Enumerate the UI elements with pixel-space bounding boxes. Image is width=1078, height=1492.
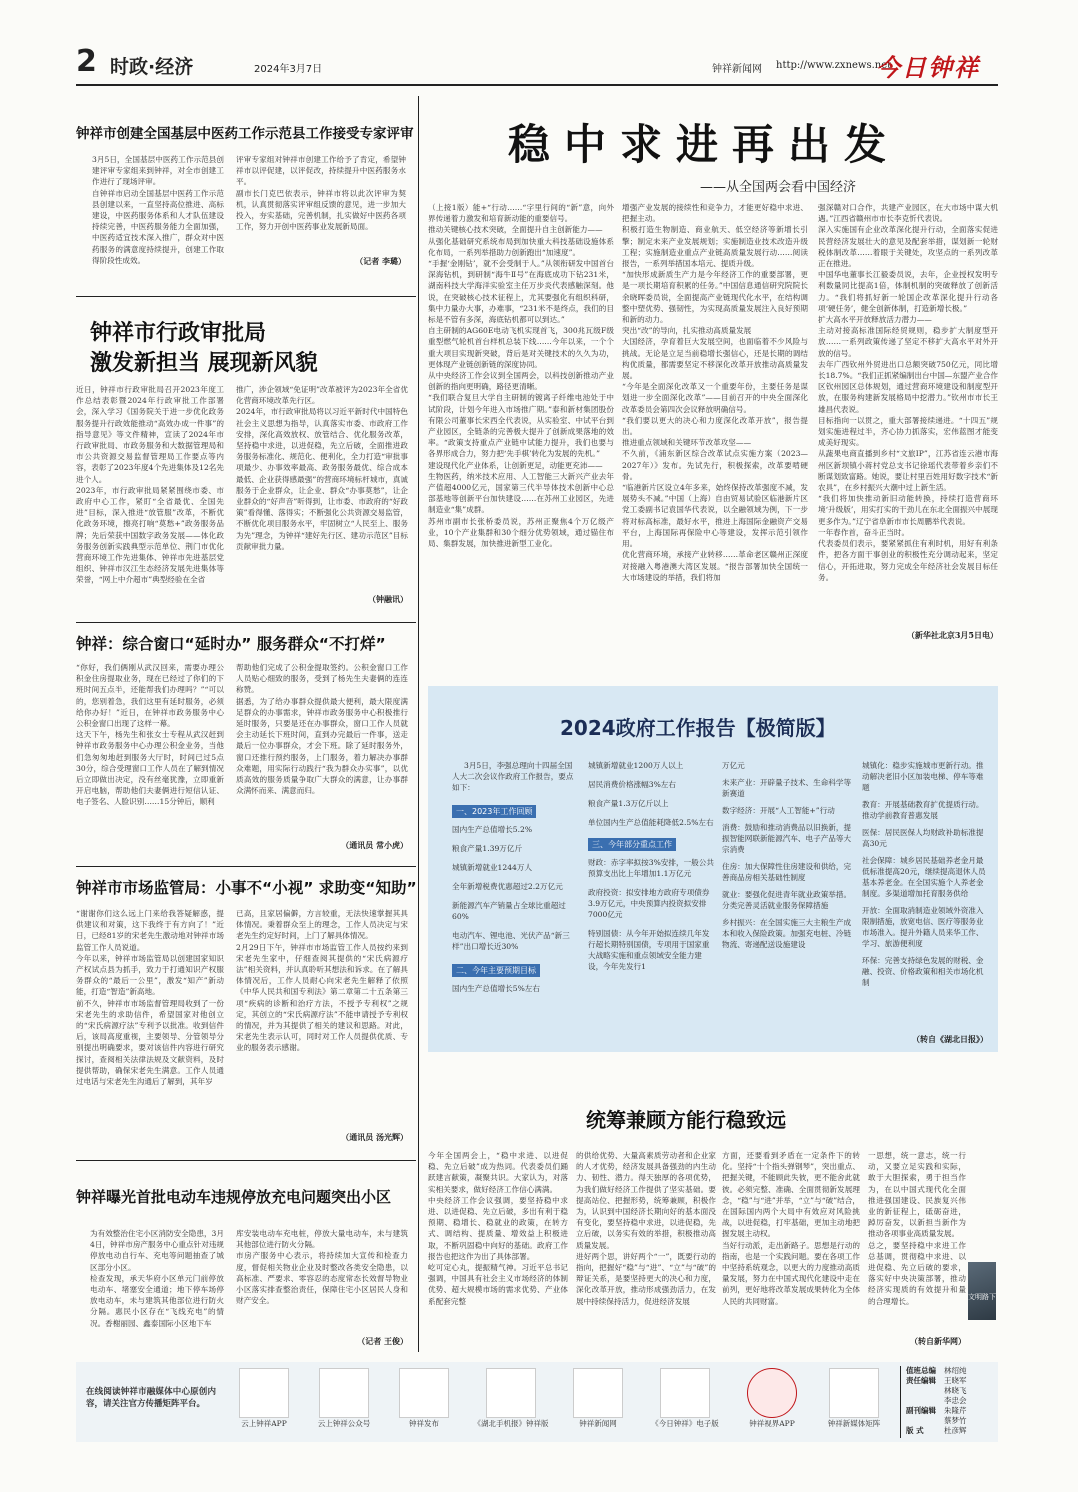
qr-item[interactable] (226, 1368, 302, 1438)
gov-col2 (588, 760, 714, 1050)
gov-item: 环保：完善支持绿色发展的财税、金融、投资、价格政策和相关市场化机制 (862, 956, 984, 987)
window-byline: （通讯员 常小虎） (341, 840, 408, 850)
market-body-col2: 已高，且家居偏僻，方言较重，无法快速掌握其具体情况。秉着群众至上的理念，工作人员决定与宋老先生约定好时间，上门了解具体情况。 2月29日下午，钟祥市市场监管工作人员按约来到宋老先生家中，仔细查阅其提供的“宋氏病源疗法”相关资料，并认真聆听其想法和诉求。在了解具体情况后，工作人员耐心向宋老先生解释了依照《中华人民共和国专利法》第二章第二十五条第三项“疾病的诊断和治疗方法，不授予专利权”之规定，其创立的“宋氏病源疗法”不能申请授予专利权的情况，并为其提供了相关的建议和思路。对此，宋老先生表示认可，同时对工作人员提供优质、专业的服务表示感谢。 (236, 909, 408, 1053)
headline-admin-line1: 钟祥市行政审批局 (90, 321, 267, 346)
tcm-body-col1: 3月5日，全国基层中医药工作示范县创建评审专家组来到钟祥，对全市创建工作进行了现场评审。 自钟祥市启动全国基层中医药工作示范县创建以来，一直坚持高位推进、高标建设，中医药服务体系和人才队伍建设持续完善，中医药服务能力全面加强，中医药适宜技术深入推广，群众对中医药服务的满意度持续提升，创建工作取得阶段性成效。 (92, 155, 224, 265)
gov-item: 未来产业：开辟量子技术、生命科学等新赛道 (722, 778, 852, 798)
header-rule (76, 84, 998, 86)
masthead-logo: 今日钟祥 (876, 53, 980, 82)
gov-col3 (722, 760, 852, 1050)
staff-name: 杜彦辉 (944, 1426, 967, 1435)
staff-name: 王晓军 林晓飞 李忠会 (944, 1376, 967, 1405)
gov-item: 新能源汽车产销量占全球比重超过60% (452, 901, 566, 921)
gov-item: 政府投资：拟安排地方政府专项债券3.9万亿元，中央预算内投资拟安排7000亿元 (588, 888, 710, 919)
qr-item[interactable] (734, 1368, 810, 1438)
window-body-col1: “你好，我们俩刚从武汉回来，需要办理公积金住房提取业务，现在已经过了你们的下班时间五点半，还能帮我们办理吗？”“可以的，您别着急，我们这里有延时服务，必须给你办好！”近日，在钟祥市政务服务中心公积金窗口出现了这样一幕。 这天下午，杨先生和张女士专程从武汉赶到钟祥市政务服务中心办理公积金业务，当他们急匆匆地赶到服务大厅时，时间已过5点30分，综合受理窗口工作人员在了解到情况后立即做出决定，没有丝毫犹豫，立即重新开启电脑，帮助他们夫妻俩进行短信认证、电子签名、人脸识别……15分钟后，顺利 (76, 663, 224, 807)
window-body-col2: 帮助他们完成了公积金提取签约。公积金窗口工作人员贴心细致的服务，受到了杨先生夫妻俩的连连称赞。 据悉，为了给办事群众提供最大便利，最大限度满足群众的办事需求，钟祥市政务服务中心积极推行延时服务，只要是还在办事群众，窗口工作人员就会主动延长下班时间，直到办完最后一件事，送走最后一位办事群众，才会下班。除了延时服务外，窗口还推行预约服务，上门服务，着力解决办事群众难题，用实际行动践行“我为群众办实事”，以优质高效的服务质量争取广大群众的满意，让办事群众满怀而来、满意而归。 (236, 663, 408, 796)
qr-item[interactable] (640, 1368, 730, 1438)
gov-intro: 3月5日，李强总理向十四届全国人大二次会议作政府工作报告，要点如下： (452, 761, 574, 792)
gov-item: 开放：全面取消制造业领域外资准入限制措施，放宽电信、医疗等服务业市场准入。提升外籍人员来华工作、学习、旅游便利度 (862, 906, 984, 948)
qr-label: 钟祥新闻网 (579, 1419, 617, 1428)
gov-item: 粮食产量1.39万亿斤 (452, 844, 523, 853)
coord-body-col4: 一思想，统一意志，统一行动，又要立足实践和实际，敢于大胆探索，勇于担当作为，在以中国式现代化全面推进强国建设、民族复兴伟业的新征程上，砥砺奋进，踔厉奋发，以新担当新作为推动各项事业高质量发展。 总之，要坚持稳中求进工作总基调，贯彻稳中求进、以进促稳、先立后破的要求，落实好中央决策部署，推动经济实现质的有效提升和量的合理增长。 (868, 1151, 966, 1306)
headline-admin-line2: 激发新担当 展现新风貌 (90, 351, 318, 376)
qr-code-icon (399, 1368, 449, 1418)
photo-caption: 文明路下 (968, 1293, 996, 1301)
qr-item[interactable] (306, 1368, 382, 1438)
coord-body-col1: 今年全国两会上，“稳中求进、以进促稳、先立后破”成为热词。代表委员们踊跃建言献策，凝聚共识。大家认为，对落实相关要求，做好经济工作信心满满。 中央经济工作会议强调，要坚持稳中求进、以进促稳、先立后破，多出有利于稳预期、稳增长、稳就业的政策，在转方式、调结构、提质量、增效益上积极进取，不断巩固稳中向好的基础。政府工作报告也把这作为出了具体部署。 屹可定心丸，提振精气神。习近平总书记强调，中国具有社会主义市场经济的体制优势、超大规模市场的需求优势、产业体系配套完整 (428, 1151, 568, 1306)
qr-label: 《今日钟祥》电子版 (651, 1419, 719, 1428)
gov-item: 单位国内生产总值能耗降低2.5%左右 (588, 818, 714, 827)
coord-byline: （转自新华网） (910, 1336, 966, 1346)
admin-body-col1: 近日，钟祥市行政审批局召开2023年度工作总结表彰暨2024年行政审批工作部署会，深入学习《国务院关于进一步优化政务服务提升行政效能推动“高效办成一件事”的指导意见》等文件精神，宣读了2024年市行政审批局、市政务服务和大数据管理局和市公共资源交易监督管理局工作要点等内容，表彰了2023年度4个先进集体及12名先进个人。 2023年，市行政审批局紧紧围绕市委、市政府中心工作，紧盯“全省最优、全国先进”目标，深入推进“放管服”改革，不断优化政务环境，擦亮打响“莫愁+”政务服务品牌；先后荣获中国数字政务发展——体化政务服务创新实践典型示范单位、荆门市优化营商环境工作先进集体、钟祥市先进基层党组织、钟祥市汉江生态经济发展先进集体等荣誉，“网上中介超市”典型经验在全省 (76, 385, 224, 585)
staff-label: 副刊编辑 (906, 1406, 936, 1415)
divider (76, 866, 416, 867)
staff-box (906, 1366, 998, 1440)
qr-code-icon (573, 1368, 623, 1418)
qr-label: 云上钟祥公众号 (317, 1419, 371, 1428)
ev-body-col1: 为有效整治住宅小区消防安全隐患，3月4日，钟祥市房产服务中心重点针对违规停放电动自行车、充电等问题抽查了城区部分小区。 检查发现，承天华府小区单元门前停放电动车、堵塞安全通道；地下停车场停放电动车，未与建筑其他部位进行防火分隔。惠民小区存在“飞线充电”的情况。香榭丽园、鑫泰国际小区地下车 (90, 1229, 224, 1328)
site-name: 钟祥新闻网 (712, 64, 762, 75)
gov-item: 财政：赤字率拟按3%安排，一般公共预算支出比上年增加1.1万亿元 (588, 858, 714, 878)
headline-tcm: 钟祥市创建全国基层中医药工作示范县工作接受专家评审 (76, 126, 414, 142)
staff-label: 版 式 (906, 1426, 924, 1435)
gov-item: 全年新增税费优惠超过2.2万亿元 (452, 882, 563, 891)
page-header (76, 44, 998, 84)
staff-label: 责任编辑 (906, 1376, 936, 1385)
footer-divider (900, 1366, 901, 1438)
divider (76, 622, 416, 623)
admin-byline: （钟融讯） (368, 594, 408, 604)
qr-code-icon (319, 1368, 369, 1418)
qr-item[interactable] (466, 1368, 556, 1438)
market-body-col1: “谢谢你们这么远上门来给我答疑解惑，提供建议和对策，这下我终于有方向了！”近日，已经81岁的宋老先生激动地对钟祥市场监管工作人员说道。 今年以来，钟祥市场监管局以创建国家知识产权试点县为抓手，致力于打通知识产权服务群众的“最后一公里”，激发“知产”新动能，打造“智造”新高地。 前不久，钟祥市市场监督管理局收到了一份宋老先生的求助信件，希望国家对他创立的“宋氏病源疗法”专利予以批准。收到信件后，该局高度重视，主要领导、分管领导分别提出明确要求，要对该信件内容进行研究探讨，查阅相关法律法规及文献资料，及时提供帮助，确保宋老先生满意。工作人员通过电话与宋老先生沟通后了解到，其年岁 (76, 909, 224, 1087)
gov-item: 电动汽车、锂电池、光伏产品“新三样”出口增长近30% (452, 931, 570, 951)
gov-item: 住房：加大保障性住房建设和供给，完善商品房相关基础性制度 (722, 862, 852, 882)
gov-item: 居民消费价格涨幅3%左右 (588, 780, 676, 789)
admin-body-col2: 推广，涉企领域“免证明”改革被评为2023年全省优化营商环境改革先行区。 2024年，市行政审批局将以习近平新时代中国特色社会主义思想为指导，认真落实市委、市政府工作安排，深化高效放权、放管结合、优化服务改革，坚持稳中求进，以进促稳，先立后破，全面推进政务服务标准化、规范化、便利化，全力打造“审批事项最少、办事效率最高、政务服务最优、综合成本最低、企业获得感最强”的营商环境标杆城市，真诚服务于企业群众，让企业、群众“办事莫愁”，让企业群众的“好声音”听得到，让市委、市政府的“好政策”看得懂、落得实；不断强化公共资源交易监管，不断优化项目服务水平，牢固树立“人民至上、服务为先”理念，为钟祥“建好先行区、建功示范区”目标贡献审批力量。 (236, 385, 408, 551)
gov-item: 国内生产总值增长5.2% (452, 825, 533, 834)
gov-item: 万亿元 (722, 761, 745, 770)
coord-body-col3: 方面，还要看到矛盾在一定条件下的转化。坚持“十个指头弹钢琴”，突出重点、把握关键，不能顾此失彼，更不能舍此就彼。必须完整、准确、全面贯彻新发展理念，“稳”与“进”并举，“立”与“破”结合，在国际国内两个大局中有效应对风险挑战，以进促稳，打牢基础，更加主动地把握发展主动权。 当好行动派，走出新路子。思想是行动的指南，也是一个实践问题。要在各项工作中坚持系统观念，以更大的力度推动高质量发展，努力在中国式现代化建设中走在前列，更好地将改革发展成果转化为全体人民的共同财富。 (722, 1151, 860, 1306)
headline-economy: 稳中求进再出发 (508, 120, 901, 169)
gov-item: 特别国债：从今年开始拟连续几年发行超长期特别国债，专项用于国家重大战略实施和重点领域安全能力建设，今年先发行1 (588, 929, 710, 971)
qr-label: 云上钟祥APP (241, 1419, 287, 1428)
qr-label: 《湖北手机报》钟祥版 (473, 1419, 549, 1428)
gov-item: 国内生产总值增长5%左右 (452, 984, 540, 993)
qr-item[interactable] (814, 1368, 894, 1438)
gov-item: 就业：要强化促进青年就业政策举措。分类完善灵活就业服务保障措施 (722, 890, 852, 910)
gov-item: 城镇化：稳步实施城市更新行动。推动解决老旧小区加装电梯、停车等难题 (862, 761, 984, 792)
economy-body-col3: 强深赣对口合作，共建产业园区，在大市场中谋大机遇。”江西省赣州市市长李克忻代表说。 深入实施国有企业改革深化提升行动，全面落实促进民营经济发展壮大的意见及配套举措，谋划新一轮财税体制改革……着眼于关键处，攻坚点的一系列改革正在推进。 中国华电董事长江毅委员说，去年，企业授权发明专利数量同比提高1倍，体制机制的突破释放了创新活力。“我们将抓好新一轮国企改革深化提升行动各项‘硬任务’，健全创新体制，打造新增长极。” 扩大高水平开放释放活力潜力—— 主动对接高标准国际经贸规则，稳步扩大制度型开放……一系列政策传递了坚定不移扩大高水平对外开放的信号。 去年广西钦州外贸进出口总额突破750亿元，同比增长18.7%。“我们正抓紧编制出台中国—东盟产业合作区钦州园区总体规划，通过营商环境建设和制度型开放，在服务构建新发展格局中挖潜力。”钦州市市长王雄昌代表说。 目标指向一以贯之，重大部署接续递进。“十四五”规划实施进程过半，齐心协力抓落实，宏伟蓝图才能变成美好现实。 从蔬果电商直播到乡村“文旅IP”，江苏省连云港市海州区新坝镇小蒋村党总支书记徐瑶代表带着乡亲们不断谋划致富路。她说，要让村里百姓用好数字技术“新农具”，在乡村振兴大潮中过上新生活。 “我们将加快推动新旧动能转换，持续打造营商环境‘升级版’，用实打实的干劲儿在东北全面振兴中展现更多作为。”辽宁省阜新市市长周鹏举代表说。 一年春作首，奋斗正当时。 代表委员们表示，要紧紧抓住有利时机，用好有利条件，把各方面干事创业的积极性充分调动起来，坚定信心，开拓进取，努力完成全年经济社会发展目标任务。 (818, 203, 998, 582)
qr-item[interactable] (560, 1368, 636, 1438)
gov-item: 城镇新增就业1244万人 (452, 863, 533, 872)
qr-code-icon (660, 1368, 710, 1418)
staff-name: 朱隆芹 蔡梦竹 (944, 1406, 967, 1425)
gov-byline: （转自《湖北日报》） (912, 1034, 988, 1044)
qr-label: 钟祥新媒体矩阵 (827, 1419, 881, 1428)
gov-item: 城镇新增就业1200万人以上 (588, 761, 684, 770)
qr-code-icon (747, 1368, 797, 1418)
economy-body-col2: 增强产业发展的接续性和竞争力，才能更好稳中求进、把握主动。 积极打造生物制造、商业航天、低空经济等新增长引擎；制定未来产业发展规划；实施制造业技术改造升级工程；实施制造业重点产业链高质量发展行动……阅读报告，一系列举措国本培元、提质升级。 “加快形成新质生产力是今年经济工作的重要部署，更是一项长期培育积累的任务。”中国信息通信研究院院长余晓晖委员说，全面提高产业链现代化水平，在结构调整中塑优势、强韧性，为实现高质量发展注入良好预期和新的动力。 突出“改”的导向，扎实推动高质量发展 大国经济，孕育着巨大发展空间，也面临着不少风险与挑战。无论是立足当前稳增长强信心，还是长期的调结构优质量，都需要坚定不移深化改革开放推动高质量发展。 “今年是全面深化改革又一个重要年份，主要任务是谋划进一步全面深化改革”——目前召开的中央全面深化改革委员会第四次会议释放明确信号。 “我们要以更大的决心和力度深化改革开放”，报告提出。 推进重点领域和关键环节改革攻坚—— 不久前，《浦东新区综合改革试点实施方案（2023—2027年）》发布。先试先行，积极探索，改革要啃硬骨。 “临港新片区设立4年多来，始终保持改革强度不减，发展势头不减。”中国（上海）自由贸易试验区临港新片区党工委副书记袁国华代表说，以全融领域为例，下一步将对标高标准，最好水平，推进上海国际金融资产交易平台，上海国际再保险中心等建设，发挥示范引领作用。 优化营商环境，承接产业转移……革命老区赣州正深度对接融入粤港澳大湾区发展。“报告部署加快全国统一大市场建设的举措，我们将加 (622, 203, 808, 582)
qr-label: 钟祥发布 (409, 1419, 439, 1428)
headline-coord: 统筹兼顾方能行稳致远 (586, 1108, 786, 1132)
coord-body-col2: 的供给优势、大量高素质劳动者和企业家的人才优势，经济发展具备强劲的内生动力、韧性、潜力。得天独厚的各项优势，为我们做好经济工作提供了坚实基础。要提高站位、把握形势，统筹兼顾，积极作为，认识到中国经济长期向好的基本面没有变化，要坚持稳中求进，以进促稳，先立后破，以务实有效的举措，积极推动高质量发展。 进好两个思，讲好两个“一”，既要行动的指向，把握好“稳”与“进”、“立”与“破”的辩证关系，是要坚持更大的决心和力度，深化改革开放，推动形成强劲活力，在发展中持续保持活力，促进经济发展 (576, 1151, 716, 1306)
qr-code-icon (486, 1368, 536, 1418)
headline-ev: 钟祥曝光首批电动车违规停放充电问题突出小区 (76, 1188, 392, 1206)
qr-item[interactable] (386, 1368, 462, 1438)
gov-item: 数字经济：开展“人工智能+”行动 (722, 806, 835, 815)
gov-item: 医保：居民医保人均财政补助标准提高30元 (862, 828, 984, 848)
ev-byline: （记者 王俊） (357, 1336, 408, 1346)
staff-name: 林绍纯 (944, 1366, 967, 1375)
gov-col1 (452, 760, 574, 1050)
gov-section-1: 一、2023年工作回顾 (452, 805, 536, 818)
headline-window: 钟祥：综合窗口“延时办” 服务群众“不打烊” (76, 635, 386, 653)
section-title: 时政·经济 (110, 56, 194, 78)
gov-col4 (862, 760, 988, 1050)
issue-date: 2024年3月7日 (254, 64, 323, 75)
gov-item: 消费：鼓励和推动消费品以旧换新，提振智能网联新能源汽车、电子产品等大宗消费 (722, 823, 852, 854)
gov-item: 乡村振兴：在全国实施三大主粮生产成本和收入保险政策。加强充电桩、冷链物流、寄递配送设施建设 (722, 918, 852, 949)
headline-market: 钟祥市市场监管局：小事不“小视” 求助变“知助” (76, 879, 417, 897)
gov-item: 社会保障：城乡居民基础养老金月最低标准提高20元，继续提高退休人员基本养老金。在全国实施个人养老金制度。多渠道增加托育服务供给 (862, 856, 986, 898)
qr-code-icon (829, 1368, 879, 1418)
tcm-byline: （记者 李璐） (355, 256, 406, 266)
gov-section-2: 二、今年主要预期目标 (452, 964, 540, 977)
market-byline: （通讯员 汤光辉） (341, 1132, 408, 1142)
tcm-body-col2: 评审专家组对钟祥市创建工作给予了肯定，希望钟祥市以评促建，以评促改，持续提升中医药服务水平。 副市长门克巴依表示，钟祥市将以此次评审为契机，认真贯彻落实评审组反馈的意见，进一步加大投入，夯实基础，完善机制，扎实做好中医药各项工作，努力开创中医药事业发展新局面。 (236, 155, 406, 232)
economy-subtitle: ——从全国两会看中国经济 (700, 180, 857, 195)
ev-body-col2: 库安装电动车充电桩，停放大量电动车，未与建筑其他部位进行防火分隔。 市房产服务中心表示，将持续加大宣传和检查力度，督促相关物业企业及时整改各类安全隐患，以高标准、严要求、零容忍的态度常态长效督导物业小区落实排查整治责任，保障住宅小区居民人身和财产安全。 (236, 1229, 408, 1306)
site-url[interactable]: http://www.zxnews.net (776, 60, 892, 71)
gov-section-3: 三、今年部分重点工作 (588, 838, 676, 851)
page-number: 2 (76, 44, 97, 79)
divider (76, 1160, 416, 1161)
qr-code-icon (239, 1368, 289, 1418)
staff-label: 值班总编 (906, 1366, 936, 1375)
economy-byline: （新华社北京3月5日电） (906, 630, 998, 640)
divider (76, 296, 416, 297)
economy-body-col1: （上接1版）能+“行动……“字里行间的“新”意，向外界传递着力激发和培育新动能的重要信号。 推动关键核心技术突破，全面提升自主创新能力—— 从强化基础研究系统布局到加快重大科技基础设施体系化布局，一系列举措助力创新跑出“加速度”。 “手握‘金刚钻’，就不会受制于人。”从领衔研发中国首台深海钻机，到研制“海牛Ⅱ号”在海底成功下钻231米，湖南科技大学海洋实验室主任万步炎代表感触深刻。他说，在突破核心技术征程上，尤其要强化有组织科研，集中力量办大事，办难事，“231米不是终点，我们的目标是不管有多深，海底钻机都可以到达。” 自主研制的AG60E电动飞机实现首飞，300兆瓦级F级重型燃气轮机首台样机总装下线……今年以来，一个个重大项目实现新突破，背后是对关键技术的久久为功，更体现产业链创新链的深度协同。 从中央经济工作会议到全国两会，以科技创新推动产业创新的指向更明确，路径更清晰。 “我们联合复旦大学自主研制的镀离子纤维电池处于中试阶段，计划今年进入市场推广期。”泰和新材集团股份有限公司董事长宋西全代表说，从实验室、中试平台到产业园区，全链条的完善极大提升了创新成果落地的效率。“政策支持重点产业链中试能力提升，我们也要与各界形成合力，努力把‘先手棋’转化为发展的先机。” 建设现代化产业体系，让创新更足，动能更充沛—— 生物医药，纳米技术应用、人工智能三大新兴产业去年产值超4000亿元，国家第三代半导体技术创新中心总部基地等创新平台加快建设……在苏州工业园区，先进制造业“集”成群。 苏州市副市长张桥委员说，苏州正聚焦4个万亿级产业，10个产业集群和30个细分优势领域，通过锚住布局、集群发展，加快推进新型工业化。 (428, 203, 614, 549)
qr-label: 钟祥视界APP (749, 1419, 795, 1428)
column-divider (418, 96, 419, 1352)
author-photo (968, 1262, 996, 1320)
headline-gov-report: 2024政府工作报告【极简版】 (560, 716, 836, 740)
gov-item: 教育：开展基础教育扩优提质行动。推动学前教育普惠发展 (862, 800, 984, 820)
gov-item: 粮食产量1.3万亿斤以上 (588, 799, 669, 808)
footer-notice: 在线阅读钟祥市融媒体中心原创内容，请关注官方传播矩阵平台。 (86, 1387, 216, 1409)
